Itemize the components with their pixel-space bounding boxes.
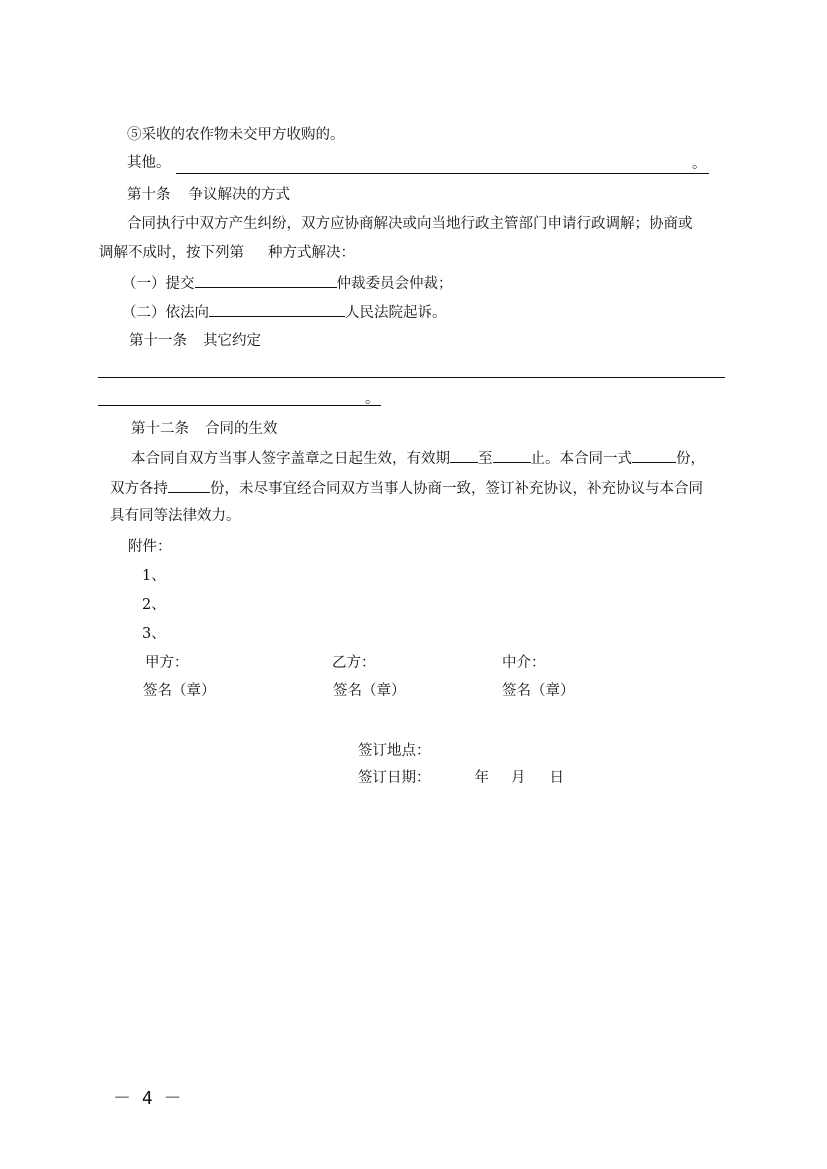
article-10-heading	[127, 185, 290, 205]
signing-date-label: 签订日期：	[358, 770, 431, 786]
other-terms-line-1	[98, 377, 725, 378]
article-12-number: 第十二条	[131, 421, 189, 437]
article-12-l2-b: 份，未尽事宜经合同双方当事人协商一致，签订补充协议，补充协议与本合同	[210, 481, 703, 497]
article-11-heading	[129, 331, 261, 351]
arbitration-fill-line	[195, 272, 337, 288]
option-2	[122, 301, 447, 323]
other-label: 其他。	[127, 155, 171, 171]
clause-item-5: ⑤采收的农作物未交甲方收购的。	[127, 127, 345, 143]
article-12-line-2	[110, 477, 703, 499]
article-10-line-1: 合同执行中双方产生纠纷，双方应协商解决或向当地行政主管部门申请行政调解；协商或	[127, 216, 693, 232]
article-10-line-2-end: 种方式解决：	[268, 245, 355, 261]
other-fill-line	[176, 173, 709, 174]
option-2-suffix: 人民法院起诉。	[345, 305, 447, 321]
article-12-title: 合同的生效	[205, 421, 278, 437]
article-12-line-1	[131, 447, 705, 469]
party-a-label: 甲方：	[145, 655, 189, 671]
article-11-title: 其它约定	[203, 333, 261, 349]
article-12-l1-a: 本合同自双方当事人签字盖章之日起生效，有效期	[131, 451, 450, 467]
agent-label: 中介：	[502, 655, 546, 671]
page-number: － 4 －	[113, 1088, 182, 1109]
option-2-prefix: （二）依法向	[122, 305, 209, 321]
attachments-label: 附件：	[128, 539, 172, 555]
article-10-line-2	[99, 243, 355, 263]
party-b-signature: 签名（章）	[333, 683, 406, 699]
article-12-l1-b: 至	[478, 451, 493, 467]
article-10-number: 第十条	[127, 187, 171, 203]
court-fill-line	[209, 301, 345, 317]
option-1	[122, 272, 453, 294]
article-11-number: 第十一条	[129, 333, 187, 349]
party-a-signature: 签名（章）	[143, 683, 216, 699]
other-terms-line-2	[98, 405, 381, 406]
other-terms-end-mark: 。	[365, 391, 380, 407]
signing-month: 月	[511, 770, 526, 786]
article-10-line-2-start: 调解不成时，按下列第	[99, 245, 244, 261]
other-end-mark: 。	[692, 156, 707, 172]
copies-total-fill	[632, 447, 676, 463]
article-12-line-3: 具有同等法律效力。	[110, 508, 241, 524]
article-12-l1-d: 份，	[676, 451, 705, 467]
article-12-l1-c: 止。本合同一式	[530, 451, 632, 467]
attachment-item-3: 3、	[142, 626, 166, 642]
article-10-title: 争议解决的方式	[188, 187, 290, 203]
article-12-heading	[131, 419, 278, 439]
signing-year: 年	[474, 770, 489, 786]
article-12-l2-a: 双方各持	[110, 481, 168, 497]
attachment-item-1: 1、	[142, 568, 166, 584]
option-1-suffix: 仲裁委员会仲裁；	[336, 276, 453, 292]
signing-day: 日	[549, 770, 564, 786]
copies-each-fill	[168, 477, 210, 493]
validity-end-fill	[493, 447, 531, 463]
attachment-item-2: 2、	[142, 597, 166, 613]
party-b-label: 乙方：	[332, 655, 376, 671]
option-1-prefix: （一）提交	[122, 276, 195, 292]
agent-signature: 签名（章）	[502, 683, 575, 699]
validity-start-fill	[450, 447, 478, 463]
signing-place-label: 签订地点：	[358, 743, 431, 759]
signing-date	[358, 768, 564, 788]
